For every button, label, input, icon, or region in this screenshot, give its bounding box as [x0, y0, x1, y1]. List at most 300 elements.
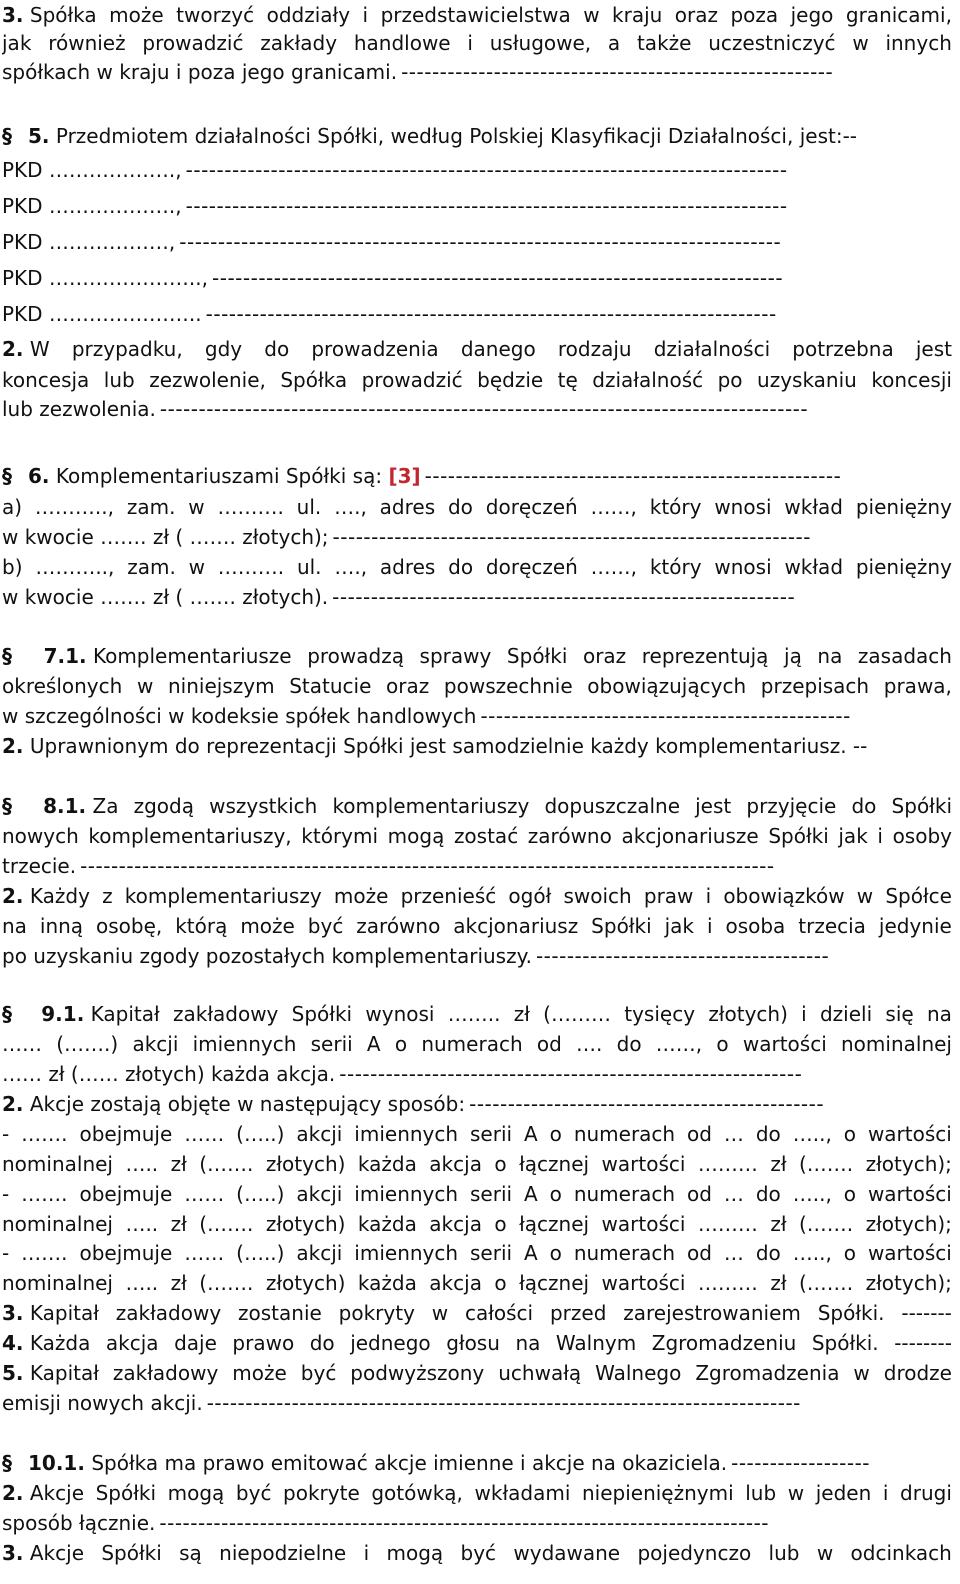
clause-number: 4.	[2, 1331, 24, 1355]
word: nominalnej	[2, 1152, 113, 1176]
dash-filler: --------------------------------------------------------	[401, 60, 834, 84]
word: o	[549, 1241, 562, 1265]
word: niniejszym	[167, 674, 275, 698]
line-text	[2, 851, 76, 881]
word: Spółki	[591, 914, 652, 938]
word: poza	[730, 3, 779, 27]
dash-filler: ------------------------------------------------------------	[332, 585, 796, 609]
word: 2. Akcje	[2, 1481, 84, 1505]
word: inną	[39, 914, 84, 938]
word: odcinkach	[850, 1541, 952, 1565]
word: komplementariuszy	[124, 884, 322, 908]
dash-filler: -----------------------------------------------------------------------------	[206, 1391, 801, 1415]
word: lub	[745, 1481, 777, 1505]
clause-number: 6.	[28, 464, 50, 488]
word: Spółce	[885, 884, 952, 908]
word: ………	[697, 1212, 758, 1236]
word: określonych	[2, 674, 123, 698]
word: mogą	[387, 824, 445, 848]
word: …..,	[792, 1122, 832, 1146]
line-29	[2, 1029, 952, 1059]
word: wartości	[601, 1271, 686, 1295]
word: w	[816, 1541, 834, 1565]
dash-filler: ------------------------------------------------------------	[339, 1062, 803, 1086]
clause-number: 2.	[2, 734, 24, 758]
word: pojedynczo	[637, 1541, 752, 1565]
word: zł	[770, 1212, 787, 1236]
line-25	[2, 881, 952, 911]
line-text	[2, 461, 421, 491]
line-text	[2, 121, 857, 151]
word: nominalnej	[841, 1032, 952, 1056]
line-17	[2, 582, 952, 612]
clause-number: 2.	[2, 337, 24, 361]
word: doręczeń	[485, 555, 578, 579]
word: może	[232, 1361, 287, 1385]
dash-filler: ------------------------------------------------------------------------------------	[159, 397, 809, 421]
line-41	[2, 1388, 952, 1418]
word: akcja	[105, 1331, 159, 1355]
word: 7.1. Komplementariusze	[43, 644, 292, 668]
word: tę	[557, 368, 578, 392]
line-text	[2, 1448, 727, 1478]
word: niepodzielne	[219, 1541, 347, 1565]
word: w	[136, 674, 154, 698]
word: …….	[21, 1182, 68, 1206]
word: (…….	[798, 1152, 854, 1176]
clause-text: w kwocie ……. zł ( ……. złotych);	[2, 525, 329, 549]
word: usługowe,	[489, 31, 592, 55]
word: ogół	[508, 884, 552, 908]
word: uczestniczyć	[708, 31, 836, 55]
line-26	[2, 911, 952, 941]
word: złotych);	[865, 1152, 952, 1176]
word: ……,	[590, 495, 637, 519]
word: do	[851, 794, 877, 818]
section-sign-icon: §	[2, 1002, 12, 1026]
word: na	[817, 644, 843, 668]
word: drodze	[883, 1361, 952, 1385]
word: zł	[770, 1271, 787, 1295]
section-sign-icon: §	[2, 1451, 12, 1475]
word: do	[448, 555, 474, 579]
word: komplementariuszy,	[88, 824, 292, 848]
word: imiennych	[354, 1122, 459, 1146]
clause-number: 2.	[2, 1481, 24, 1505]
clause-number: 5.	[28, 124, 50, 148]
dash-filler: ------------------------------------------------------------------------------	[185, 194, 788, 218]
word: każda	[357, 1152, 417, 1176]
word: imiennych	[354, 1241, 459, 1265]
line-text	[2, 263, 208, 293]
word: 9.1. Kapitał	[41, 1002, 160, 1026]
word: obejmuje	[79, 1241, 173, 1265]
word: mogą	[167, 1481, 225, 1505]
word: o	[494, 1152, 507, 1176]
word: (…….	[798, 1271, 854, 1295]
word: w	[188, 495, 205, 519]
word: danego	[460, 337, 536, 361]
word: Walnym	[555, 1331, 637, 1355]
word: i	[882, 1481, 889, 1505]
word: ….,	[334, 495, 367, 519]
word: ……….	[217, 495, 284, 519]
word: do	[755, 1241, 781, 1265]
word: -	[2, 1182, 10, 1206]
word: może	[333, 884, 389, 908]
word: akcjonariusze	[621, 824, 759, 848]
word: 2. Każdy	[2, 884, 90, 908]
word: -	[2, 1241, 10, 1265]
word: ……	[184, 1182, 225, 1206]
word: wartości	[742, 1032, 827, 1056]
line-28	[2, 999, 952, 1029]
word: wkładami	[474, 1481, 571, 1505]
line-text	[2, 1089, 465, 1119]
word: dopuszczalne	[544, 794, 680, 818]
word: o	[549, 1182, 562, 1206]
word: lub	[768, 1541, 800, 1565]
word: serii	[470, 1122, 513, 1146]
word: na	[926, 1002, 952, 1026]
dash-filler: ------------------------------------------------	[480, 704, 851, 728]
word: w	[852, 31, 869, 55]
word: zostanie	[238, 1301, 322, 1325]
line-text	[2, 941, 532, 971]
clause-text: w szczególności w kodeksie spółek handlowych	[2, 704, 477, 728]
word: praw	[643, 884, 694, 908]
word: dzieli	[819, 1002, 873, 1026]
word: zakładowy	[112, 1361, 219, 1385]
word: być	[235, 1481, 272, 1505]
word: zł	[513, 1002, 530, 1026]
word: zezwolenie,	[149, 368, 266, 392]
word: może	[240, 914, 295, 938]
line-45	[2, 1538, 952, 1568]
word: którymi	[301, 824, 379, 848]
word: obejmuje	[79, 1182, 173, 1206]
word: osobę,	[96, 914, 163, 938]
line-14	[2, 492, 952, 522]
word: w	[787, 1481, 805, 1505]
word: …..	[125, 1212, 159, 1236]
word: i	[363, 1541, 370, 1565]
word: imiennych	[354, 1182, 459, 1206]
dash-filler: -------------------------------------------------------------------------------	[159, 1511, 770, 1535]
word: potrzebna	[792, 337, 894, 361]
word: akcja	[429, 1271, 482, 1295]
word: do	[447, 495, 473, 519]
word: lub	[103, 368, 135, 392]
line-27	[2, 941, 952, 971]
clause-number: 2.	[2, 1092, 24, 1116]
line-44	[2, 1508, 952, 1538]
word: zł	[170, 1152, 187, 1176]
word: jeden	[815, 1481, 872, 1505]
line-20	[2, 701, 952, 731]
word: obowiązujących	[587, 674, 747, 698]
word: ul.	[296, 555, 322, 579]
word: pieniężny	[855, 495, 952, 519]
word: złotych)	[265, 1212, 346, 1236]
word: Spółki	[101, 1541, 162, 1565]
word: …..,	[792, 1182, 832, 1206]
line-05	[2, 155, 952, 185]
clause-text: sposób łącznie.	[2, 1511, 156, 1535]
word: zarówno	[356, 914, 441, 938]
word: ul.	[296, 495, 322, 519]
dash-filler: --------------------------------------------------------------------------	[212, 266, 784, 290]
word: przed	[549, 1301, 607, 1325]
word: akcji	[296, 1182, 343, 1206]
word: każda	[357, 1212, 417, 1236]
word: handlowe	[353, 31, 451, 55]
line-text	[2, 522, 329, 552]
word: do	[264, 337, 290, 361]
word: ją	[784, 644, 802, 668]
clause-text: PKD ……………….,	[2, 158, 182, 182]
word: osoby	[892, 824, 952, 848]
word: drugi	[900, 1481, 952, 1505]
line-text	[2, 191, 182, 221]
clause-number: 2.	[2, 884, 24, 908]
word: prowadzenia	[311, 337, 439, 361]
word: koncesja	[2, 368, 90, 392]
word: nominalnej	[2, 1271, 113, 1295]
line-23	[2, 821, 952, 851]
word: ……	[184, 1122, 225, 1146]
word: o	[494, 1212, 507, 1236]
word: przedstawicielstwa	[380, 3, 571, 27]
clause-text: PKD ……………….,	[2, 194, 182, 218]
word: jednego	[350, 1331, 431, 1355]
section-sign-icon: §	[2, 644, 12, 668]
word: oraz	[674, 3, 718, 27]
word: uzyskaniu	[757, 368, 857, 392]
line-35	[2, 1209, 952, 1239]
line-38	[2, 1298, 952, 1328]
clause-number: 5.	[2, 1361, 24, 1385]
word: osoba	[725, 914, 786, 938]
line-16	[2, 552, 952, 582]
word: wartości	[867, 1241, 952, 1265]
clause-text: PKD ………………,	[2, 230, 176, 254]
word: prawo	[232, 1331, 295, 1355]
word: numerach	[573, 1182, 676, 1206]
word: od	[687, 1241, 712, 1265]
word: niepieniężnymi	[581, 1481, 734, 1505]
clause-number: 7.1.	[43, 644, 87, 668]
word: od	[536, 1032, 562, 1056]
word: jedynie	[878, 914, 952, 938]
word: w	[856, 884, 874, 908]
line-01	[2, 0, 952, 30]
word: Walnego	[595, 1361, 682, 1385]
clause-text: PKD …………………..	[2, 302, 202, 326]
word: złotych)	[265, 1152, 346, 1176]
word: głosu	[446, 1331, 500, 1355]
word: innych	[885, 31, 952, 55]
word: A	[366, 1032, 381, 1056]
dash-filler: ------------------	[731, 1451, 871, 1475]
word: daje	[174, 1331, 217, 1355]
word: ……	[184, 1241, 225, 1265]
word: a)	[2, 495, 23, 519]
word: A	[524, 1122, 538, 1146]
section-sign-icon: §	[2, 464, 12, 488]
word: być	[460, 1541, 497, 1565]
word: na	[515, 1331, 541, 1355]
word: zakładowy	[115, 1301, 222, 1325]
word: adres	[379, 555, 436, 579]
word: o	[843, 1122, 856, 1146]
word: numerach	[573, 1122, 676, 1146]
word: zł	[170, 1212, 187, 1236]
clause-text: spółkach w kraju i poza jego granicami.	[2, 60, 398, 84]
word: wkład	[784, 555, 844, 579]
word: sprawy	[419, 644, 492, 668]
word: imiennych	[192, 1032, 297, 1056]
word: ………	[697, 1152, 758, 1176]
word: nowych	[2, 824, 79, 848]
word: przenieść	[400, 884, 497, 908]
dash-filler: --------------------------------------------------------------	[332, 525, 811, 549]
word: zakładowy	[172, 1002, 279, 1026]
word: …	[723, 1241, 744, 1265]
dash-filler: ------------------------------------------------------------------------------------------	[80, 854, 775, 878]
word: 4. Każda	[2, 1331, 91, 1355]
word: działalności	[653, 337, 771, 361]
word: ….,	[334, 555, 368, 579]
word: A	[524, 1241, 538, 1265]
word: z	[102, 884, 113, 908]
word: …..	[125, 1152, 159, 1176]
word: złotych)	[265, 1271, 346, 1295]
clause-number: 10.1.	[28, 1451, 85, 1475]
word: akcji	[132, 1032, 179, 1056]
clause-text: Spółka ma prawo emitować akcje imienne i akcje na okaziciela.	[91, 1451, 728, 1475]
word: (…….	[798, 1212, 854, 1236]
line-04	[2, 121, 952, 151]
word: obejmuje	[79, 1122, 173, 1146]
line-10	[2, 334, 952, 364]
word: do	[616, 1032, 642, 1056]
word: (…..)	[236, 1241, 285, 1265]
word: 3. Akcje	[2, 1541, 84, 1565]
clause-number: 8.1.	[43, 794, 87, 818]
clause-text: Akcje zostają objęte w następujący sposób:	[29, 1092, 466, 1116]
word: o	[549, 1122, 562, 1146]
word: zakłady	[260, 31, 338, 55]
word: przepisach	[760, 674, 870, 698]
dash-filler: ------------------------------------------------------	[424, 464, 842, 488]
line-15	[2, 522, 952, 552]
line-31	[2, 1089, 952, 1119]
word: zł	[170, 1271, 187, 1295]
line-19	[2, 671, 952, 701]
line-13	[2, 461, 952, 491]
word: wartości	[601, 1152, 686, 1176]
word: o	[716, 1032, 729, 1056]
word: uchwałą	[498, 1361, 582, 1385]
line-40	[2, 1358, 952, 1388]
word: są	[179, 1541, 202, 1565]
word: kraju	[612, 3, 663, 27]
clause-text: PKD …………………..,	[2, 266, 209, 290]
word: od	[687, 1182, 712, 1206]
word: (…..)	[236, 1122, 285, 1146]
word: jak	[664, 914, 694, 938]
word: ……,	[655, 1032, 703, 1056]
word: numerach	[573, 1241, 676, 1265]
word: mogą	[386, 1541, 444, 1565]
word: …..,	[792, 1241, 832, 1265]
word: i	[801, 1002, 807, 1026]
word: serii	[470, 1182, 513, 1206]
line-text	[2, 57, 397, 87]
word: o	[843, 1241, 856, 1265]
word: wszystkich	[209, 794, 318, 818]
word: może	[109, 3, 164, 27]
section-sign-icon: §	[2, 794, 12, 818]
word: …..	[125, 1271, 159, 1295]
word: tworzyć	[176, 3, 255, 27]
word: podwyższony	[350, 1361, 485, 1385]
section-sign-icon: §	[2, 124, 12, 148]
word: Spółki	[291, 1002, 353, 1026]
word: który	[649, 555, 702, 579]
word: serii	[310, 1032, 353, 1056]
clause-text: Komplementariuszami Spółki są:	[55, 464, 389, 488]
word: wynosi	[365, 1002, 435, 1026]
word: nominalnej	[2, 1212, 113, 1236]
word: komplementariuszy	[332, 794, 530, 818]
word: Spółki	[506, 644, 568, 668]
word: i	[705, 884, 712, 908]
word: …	[723, 1122, 744, 1146]
word: …….	[21, 1241, 68, 1265]
word: łącznej	[519, 1152, 590, 1176]
word: zarejestrowaniem	[623, 1301, 801, 1325]
word: prowadzić	[142, 31, 244, 55]
word: Spółki.	[811, 1331, 879, 1355]
line-08	[2, 263, 952, 293]
dash-filler: --------------------------------------	[535, 944, 830, 968]
line-37	[2, 1268, 952, 1298]
word: złotych);	[865, 1212, 952, 1236]
word: będzie	[477, 368, 544, 392]
word: (…..)	[236, 1182, 285, 1206]
line-02	[2, 28, 952, 58]
line-21	[2, 731, 952, 761]
word: akcjonariusz	[453, 914, 579, 938]
word: ………	[697, 1271, 758, 1295]
word: gdy	[204, 337, 243, 361]
word: koncesji	[871, 368, 952, 392]
word: (………	[543, 1002, 611, 1026]
line-03	[2, 57, 952, 87]
word: całości	[464, 1301, 534, 1325]
word: wnosi	[714, 495, 772, 519]
word: i	[362, 3, 369, 27]
word: jego	[790, 3, 834, 27]
word: który	[649, 495, 702, 519]
footnote-reference: [3]	[388, 464, 421, 488]
word: (…….	[199, 1212, 254, 1236]
word: swoich	[563, 884, 632, 908]
word: w	[583, 3, 600, 27]
word: (…….	[199, 1271, 254, 1295]
